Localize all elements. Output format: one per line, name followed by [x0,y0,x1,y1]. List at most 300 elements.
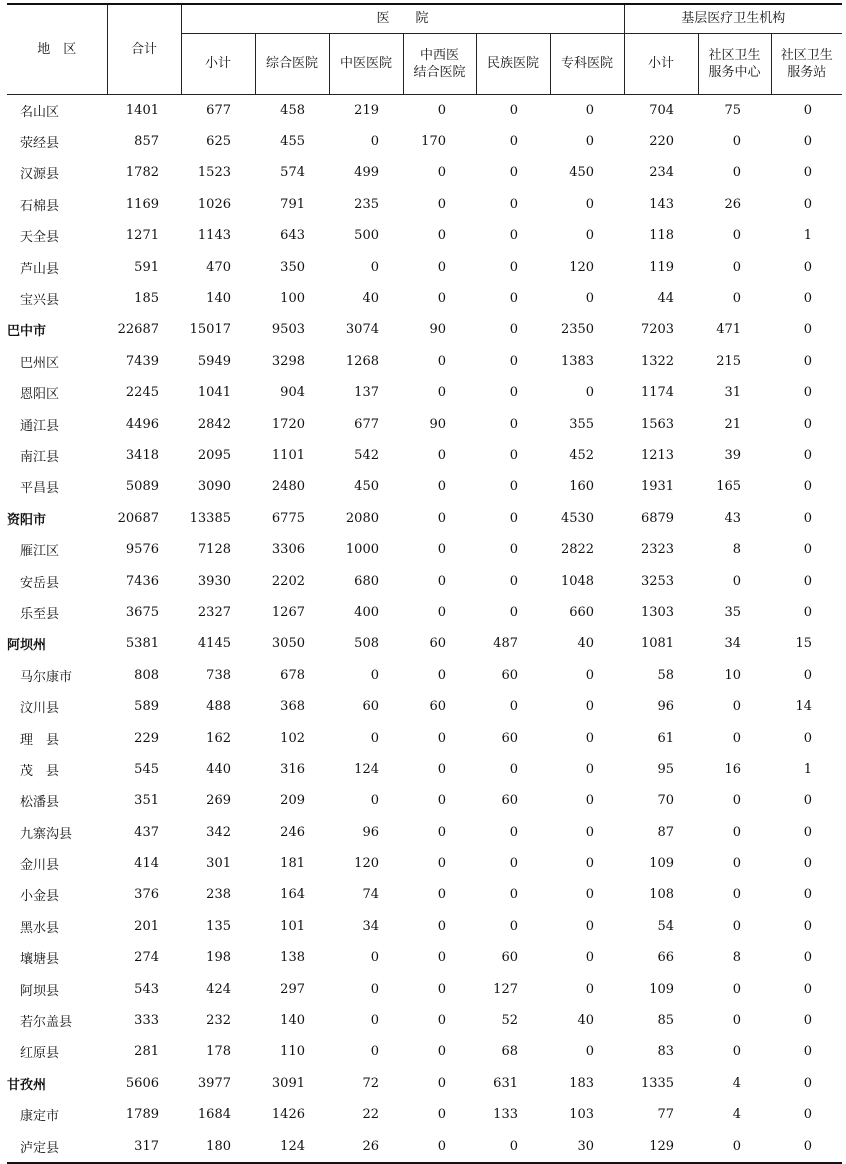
table-row [7,660,842,691]
region-name-cell: 宝兴县 [20,293,60,309]
general-hospital-cell: 574 [280,165,305,181]
ethnic-hospital-cell: 127 [493,981,518,997]
community-center-cell: 215 [716,353,742,369]
community-center-cell: 0 [732,259,742,275]
table-row [7,754,842,785]
total-cell: 281 [134,1044,159,1060]
primary-subtotal-cell: 108 [649,887,675,903]
region-name-cell: 泸定县 [7,1130,107,1162]
integrated-hospital-cell: 0 [437,950,446,966]
integrated-hospital-cell: 0 [437,510,446,526]
hospital-subtotal-cell: 3090 [197,479,231,495]
primary-subtotal-cell: 70 [657,793,675,809]
community-station-cell: 1 [803,228,813,244]
hospital-subtotal-cell: 1684 [197,1107,231,1123]
community-station-cell: 0 [803,542,813,558]
community-station-cell: 0 [803,416,813,432]
primary-subtotal-cell: 95 [657,761,675,777]
primary-subtotal-cell: 129 [624,1130,698,1162]
ethnic-hospital-cell: 487 [493,636,518,652]
general-hospital-cell: 2480 [271,479,305,495]
region-name-cell: 芦山县 [20,261,60,277]
general-hospital-cell: 316 [280,761,305,777]
region-name-cell: 九寨沟县 [20,826,73,842]
total-cell: 7436 [125,573,159,589]
specialty-hospital-cell: 2350 [560,322,595,338]
hospital-subtotal-cell: 677 [206,102,231,118]
header-specialty-hospital: 专科医院 [550,33,624,94]
region-name-cell: 巴州区 [20,355,60,371]
specialty-hospital-cell: 0 [585,856,595,872]
specialty-hospital-cell: 0 [585,824,595,840]
region-name-cell: 南江县 [20,449,60,465]
region-name-cell: 荥经县 [20,136,60,152]
total-cell: 543 [134,981,159,997]
total-cell: 351 [134,793,159,809]
tcm-hospital-cell: 400 [354,604,379,620]
table-row-city [7,628,842,659]
region-name-cell: 金川县 [20,858,60,874]
table-row [7,597,842,628]
general-hospital-cell: 6775 [271,510,305,526]
general-hospital-cell: 181 [280,856,305,872]
specialty-hospital-cell: 0 [585,950,595,966]
integrated-hospital-cell: 0 [437,1044,446,1060]
community-center-cell: 0 [732,1044,742,1060]
total-cell: 1401 [125,102,159,118]
ethnic-hospital-cell: 0 [509,165,518,181]
community-station-cell: 0 [803,824,813,840]
ethnic-hospital-cell: 0 [509,887,518,903]
community-station-cell: 0 [803,950,813,966]
region-name-cell: 甘孜州 [7,1077,47,1093]
tcm-hospital-cell: 1000 [345,542,379,558]
community-station-cell: 0 [803,385,813,401]
integrated-hospital-cell: 0 [437,291,446,307]
community-center-cell: 43 [724,510,742,526]
table-row [7,94,842,126]
primary-subtotal-cell: 143 [649,196,675,212]
general-hospital-cell: 1101 [271,447,305,463]
total-cell: 317 [107,1130,181,1162]
hospital-subtotal-cell: 1041 [197,385,231,401]
hospital-subtotal-cell: 1143 [197,228,231,244]
total-cell: 1271 [125,228,159,244]
total-cell: 9576 [125,542,159,558]
region-name-cell: 壤塘县 [20,952,60,968]
community-center-cell: 0 [732,134,742,150]
total-cell: 857 [134,134,159,150]
specialty-hospital-cell: 0 [585,667,595,683]
hospital-subtotal-cell: 7128 [197,542,231,558]
hospital-subtotal-cell: 625 [206,134,231,150]
specialty-hospital-cell: 0 [585,981,595,997]
table-row [7,534,842,565]
hospital-subtotal-cell: 180 [181,1130,255,1162]
primary-subtotal-cell: 3253 [640,573,675,589]
total-cell: 201 [134,918,159,934]
total-cell: 229 [134,730,159,746]
primary-subtotal-cell: 2323 [640,542,675,558]
header-community-station: 社区卫生 服务站 [771,33,842,94]
specialty-hospital-cell: 0 [585,1044,595,1060]
region-name-cell: 名山区 [20,104,60,120]
general-hospital-cell: 3091 [271,1075,305,1091]
region-name-cell: 若尔盖县 [20,1015,73,1031]
community-station-cell: 0 [803,102,813,118]
general-hospital-cell: 3298 [271,353,305,369]
specialty-hospital-cell: 355 [569,416,595,432]
primary-subtotal-cell: 109 [649,981,675,997]
primary-subtotal-cell: 1081 [640,636,675,652]
tcm-hospital-cell: 137 [354,385,379,401]
tcm-hospital-cell: 680 [354,573,379,589]
community-station-cell: 0 [803,447,813,463]
specialty-hospital-cell: 0 [585,228,595,244]
total-cell: 5606 [125,1075,159,1091]
integrated-hospital-cell: 0 [437,824,446,840]
region-name-cell: 资阳市 [7,512,47,528]
specialty-hospital-cell: 30 [550,1130,624,1162]
hospital-subtotal-cell: 301 [206,856,231,872]
integrated-hospital-cell: 60 [429,636,446,652]
community-center-cell: 8 [732,542,742,558]
region-name-cell: 黑水县 [20,920,60,936]
total-cell: 274 [134,950,159,966]
table-row [7,408,842,439]
specialty-hospital-cell: 0 [585,730,595,746]
ethnic-hospital-cell: 0 [509,385,518,401]
integrated-hospital-cell: 0 [437,1075,446,1091]
region-name-cell: 阿坝县 [20,983,60,999]
tcm-hospital-cell: 3074 [345,322,379,338]
integrated-hospital-cell: 0 [437,385,446,401]
integrated-hospital-cell: 0 [437,196,446,212]
tcm-hospital-cell: 499 [354,165,379,181]
community-center-cell: 0 [732,291,742,307]
general-hospital-cell: 458 [280,102,305,118]
primary-subtotal-cell: 109 [649,856,675,872]
community-center-cell: 4 [732,1075,742,1091]
table-row [7,1005,842,1036]
total-cell: 376 [134,887,159,903]
community-station-cell: 0 [803,981,813,997]
ethnic-hospital-cell: 0 [509,196,518,212]
integrated-hospital-cell: 0 [437,667,446,683]
community-station-cell: 0 [771,1130,842,1162]
tcm-hospital-cell: 124 [354,761,379,777]
general-hospital-cell: 455 [280,134,305,150]
header-general-hospital: 综合医院 [255,33,329,94]
table-row [7,1099,842,1130]
region-name-cell: 通江县 [20,418,60,434]
header-hospital-subtotal: 小计 [181,33,255,94]
ethnic-hospital-cell: 0 [509,447,518,463]
community-station-cell: 0 [803,353,813,369]
ethnic-hospital-cell: 0 [509,322,518,338]
specialty-hospital-cell: 0 [585,134,595,150]
primary-subtotal-cell: 1213 [640,447,675,463]
table-row [7,973,842,1004]
specialty-hospital-cell: 0 [585,385,595,401]
specialty-hospital-cell: 0 [585,196,595,212]
specialty-hospital-cell: 160 [569,479,595,495]
general-hospital-cell: 678 [280,667,305,683]
community-station-cell: 0 [803,479,813,495]
region-name-cell: 阿坝州 [7,638,47,654]
table-row [7,691,842,722]
header-tcm-hospital: 中医医院 [329,33,403,94]
header-total: 合计 [107,4,181,94]
tcm-hospital-cell: 219 [354,102,379,118]
ethnic-hospital-cell: 0 [509,510,518,526]
community-center-cell: 21 [724,416,742,432]
tcm-hospital-cell: 40 [362,291,379,307]
primary-subtotal-cell: 61 [657,730,675,746]
hospital-subtotal-cell: 488 [206,699,231,715]
integrated-hospital-cell: 0 [437,353,446,369]
total-cell: 437 [134,824,159,840]
general-hospital-cell: 350 [280,259,305,275]
integrated-hospital-cell: 170 [421,134,446,150]
ethnic-hospital-cell: 0 [509,699,518,715]
integrated-hospital-cell: 0 [437,918,446,934]
community-center-cell: 34 [724,636,742,652]
header-integrated-hospital: 中西医 结合医院 [403,33,476,94]
hospital-subtotal-cell: 2842 [197,416,231,432]
table-row [7,785,842,816]
table-row [7,816,842,847]
community-station-cell: 0 [803,887,813,903]
tcm-hospital-cell: 508 [354,636,379,652]
primary-subtotal-cell: 1563 [640,416,675,432]
integrated-hospital-cell: 0 [437,730,446,746]
community-station-cell: 0 [803,134,813,150]
total-cell: 1169 [125,196,159,212]
community-station-cell: 0 [803,793,813,809]
region-name-cell: 巴中市 [7,324,47,340]
total-cell: 3675 [125,604,159,620]
table-row [7,157,842,188]
header-hospital-group: 医 院 [181,4,624,33]
tcm-hospital-cell: 0 [370,981,379,997]
tcm-hospital-cell: 542 [354,447,379,463]
ethnic-hospital-cell: 0 [509,856,518,872]
tcm-hospital-cell: 0 [370,1044,379,1060]
specialty-hospital-cell: 0 [585,918,595,934]
integrated-hospital-cell: 0 [437,542,446,558]
ethnic-hospital-cell: 0 [509,542,518,558]
region-name-cell: 雁江区 [20,544,60,560]
tcm-hospital-cell: 450 [354,479,379,495]
table-row [7,1130,842,1162]
general-hospital-cell: 100 [280,291,305,307]
community-center-cell: 0 [732,165,742,181]
integrated-hospital-cell: 90 [429,322,446,338]
primary-subtotal-cell: 77 [657,1107,675,1123]
region-name-cell: 安岳县 [20,575,60,591]
total-cell: 22687 [117,322,159,338]
integrated-hospital-cell: 0 [437,259,446,275]
tcm-hospital-cell: 0 [370,1013,379,1029]
region-name-cell: 平昌县 [20,481,60,497]
region-name-cell: 康定市 [20,1109,60,1125]
region-name-cell: 红原县 [20,1046,60,1062]
ethnic-hospital-cell: 0 [509,573,518,589]
community-center-cell: 0 [732,856,742,872]
hospital-subtotal-cell: 178 [206,1044,231,1060]
community-station-cell: 15 [795,636,813,652]
community-center-cell: 471 [716,322,742,338]
integrated-hospital-cell: 0 [437,1013,446,1029]
ethnic-hospital-cell: 0 [509,918,518,934]
primary-subtotal-cell: 704 [649,102,675,118]
community-center-cell: 0 [698,1130,771,1162]
community-center-cell: 39 [724,447,742,463]
table-row [7,126,842,157]
general-hospital-cell: 246 [280,824,305,840]
community-center-cell: 16 [724,761,742,777]
integrated-hospital-cell: 0 [437,604,446,620]
community-station-cell: 0 [803,1044,813,1060]
specialty-hospital-cell: 1383 [560,353,595,369]
community-station-cell: 0 [803,1075,813,1091]
region-name-cell: 乐至县 [20,606,60,622]
total-cell: 4496 [125,416,159,432]
integrated-hospital-cell: 60 [429,699,446,715]
primary-subtotal-cell: 1303 [640,604,675,620]
community-station-cell: 0 [803,1013,813,1029]
tcm-hospital-cell: 0 [370,667,379,683]
tcm-hospital-cell: 0 [370,793,379,809]
statistics-table [7,3,842,1164]
community-station-cell: 0 [803,259,813,275]
primary-subtotal-cell: 119 [649,259,675,275]
general-hospital-cell: 9503 [271,322,305,338]
community-center-cell: 0 [732,228,742,244]
community-center-cell: 0 [732,730,742,746]
total-cell: 333 [134,1013,159,1029]
specialty-hospital-cell: 40 [577,1013,595,1029]
hospital-subtotal-cell: 424 [206,981,231,997]
community-center-cell: 0 [732,699,742,715]
general-hospital-cell: 138 [280,950,305,966]
tcm-hospital-cell: 0 [370,134,379,150]
primary-subtotal-cell: 44 [657,291,675,307]
tcm-hospital-cell: 60 [362,699,379,715]
specialty-hospital-cell: 120 [569,259,595,275]
integrated-hospital-cell: 0 [437,573,446,589]
community-station-cell: 1 [803,761,813,777]
community-station-cell: 0 [803,667,813,683]
ethnic-hospital-cell: 0 [509,228,518,244]
community-station-cell: 0 [803,322,813,338]
region-name-cell: 茂 县 [20,763,60,779]
community-center-cell: 0 [732,573,742,589]
community-center-cell: 8 [732,950,742,966]
ethnic-hospital-cell: 0 [509,353,518,369]
specialty-hospital-cell: 0 [585,291,595,307]
general-hospital-cell: 643 [280,228,305,244]
general-hospital-cell: 101 [280,918,305,934]
hospital-subtotal-cell: 3977 [197,1075,231,1091]
hospital-subtotal-cell: 135 [206,918,231,934]
ethnic-hospital-cell: 0 [509,824,518,840]
ethnic-hospital-cell: 60 [501,950,518,966]
total-cell: 185 [134,291,159,307]
integrated-hospital-cell: 0 [437,479,446,495]
community-center-cell: 35 [724,604,742,620]
region-name-cell: 松潘县 [20,795,60,811]
specialty-hospital-cell: 660 [569,604,595,620]
community-center-cell: 165 [716,479,742,495]
community-center-cell: 31 [724,385,742,401]
ethnic-hospital-cell: 0 [509,291,518,307]
hospital-subtotal-cell: 1026 [197,196,231,212]
hospital-subtotal-cell: 3930 [197,573,231,589]
tcm-hospital-cell: 0 [370,259,379,275]
general-hospital-cell: 164 [280,887,305,903]
hospital-subtotal-cell: 738 [206,667,231,683]
community-station-cell: 14 [795,699,813,715]
community-center-cell: 10 [724,667,742,683]
header-primary-subtotal: 小计 [624,33,698,94]
general-hospital-cell: 2202 [271,573,305,589]
community-station-cell: 0 [803,165,813,181]
primary-subtotal-cell: 234 [649,165,675,181]
community-center-cell: 26 [724,196,742,212]
community-station-cell: 0 [803,730,813,746]
community-station-cell: 0 [803,856,813,872]
community-center-cell: 0 [732,918,742,934]
ethnic-hospital-cell: 631 [493,1075,518,1091]
total-cell: 5089 [125,479,159,495]
table-body [7,94,842,1163]
primary-subtotal-cell: 6879 [640,510,675,526]
total-cell: 589 [134,699,159,715]
hospital-subtotal-cell: 440 [206,761,231,777]
general-hospital-cell: 297 [280,981,305,997]
table-row [7,879,842,910]
table-row [7,1036,842,1067]
primary-subtotal-cell: 1322 [640,353,675,369]
table-row [7,346,842,377]
table-row [7,189,842,220]
region-name-cell: 小金县 [20,889,60,905]
integrated-hospital-cell: 0 [403,1130,476,1162]
ethnic-hospital-cell: 60 [501,730,518,746]
table-row [7,942,842,973]
community-station-cell: 0 [803,291,813,307]
table-row-city [7,314,842,345]
ethnic-hospital-cell: 0 [509,761,518,777]
tcm-hospital-cell: 500 [354,228,379,244]
community-center-cell: 75 [724,102,742,118]
general-hospital-cell: 3306 [271,542,305,558]
header-ethnic-hospital: 民族医院 [476,33,550,94]
integrated-hospital-cell: 0 [437,887,446,903]
total-cell: 1782 [125,165,159,181]
specialty-hospital-cell: 0 [585,793,595,809]
table-row [7,471,842,502]
primary-subtotal-cell: 66 [657,950,675,966]
general-hospital-cell: 1426 [271,1107,305,1123]
hospital-subtotal-cell: 162 [206,730,231,746]
community-center-cell: 0 [732,981,742,997]
tcm-hospital-cell: 26 [329,1130,403,1162]
total-cell: 414 [134,856,159,872]
specialty-hospital-cell: 0 [585,887,595,903]
